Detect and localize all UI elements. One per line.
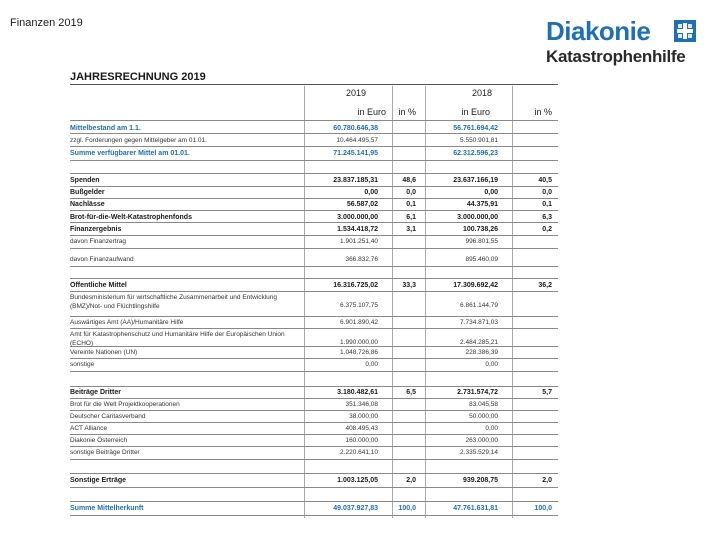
table-row	[70, 213, 558, 223]
row-divider	[70, 248, 558, 249]
value-2019-euro: 1.048.726,86	[340, 349, 378, 356]
value-2018-euro: 44.375,91	[466, 201, 498, 208]
value-2019-pct: 6,1	[406, 214, 416, 221]
value-2018-euro: 3.000.000,00	[457, 214, 498, 221]
value-2018-euro: 62.312.596,23	[453, 150, 498, 157]
table-heading: JAHRESRECHNUNG 2019	[70, 71, 206, 83]
value-2019-euro: 3.180.482,61	[337, 389, 378, 396]
value-2018-euro: 23.637.166,19	[453, 177, 498, 184]
value-2019-euro: 6.901.890,42	[340, 319, 378, 326]
row-label: zzgl. Forderungen gegen Mittelgeber am 01.01.	[70, 137, 207, 144]
value-2018-pct: 0,0	[542, 189, 552, 196]
value-2019-euro: 0,00	[365, 361, 378, 368]
table-row	[70, 225, 558, 235]
table-row	[70, 255, 558, 265]
logo-sub-text: Katastrophenhilfe	[546, 47, 686, 66]
value-2019-pct: 6,5	[406, 389, 416, 396]
row-label: Spenden	[70, 177, 100, 184]
table-row	[70, 348, 558, 358]
value-2019-euro: 3.000.000,00	[337, 214, 378, 221]
row-label: Diakonie Österreich	[70, 437, 128, 444]
row-divider	[70, 316, 558, 317]
row-divider	[70, 386, 558, 387]
value-2018-euro: 50.000,00	[469, 413, 498, 420]
table-row	[70, 504, 558, 514]
row-label: Bundesministerium für wirtschaftliche Zusammenarbeit und Entwicklung (BMZ)/Not- und Flüchtlingshilfe	[70, 294, 278, 310]
row-label: davon Finanzertrag	[70, 238, 127, 245]
table-row	[70, 400, 558, 410]
table-row	[70, 200, 558, 210]
row-divider	[70, 459, 558, 460]
value-2019-euro: 160.000,00	[345, 437, 378, 444]
value-2018-euro: 263.000,00	[465, 437, 498, 444]
value-2019-pct: 0,0	[406, 189, 416, 196]
row-label: Sonstige Erträge	[70, 477, 127, 484]
value-2019-euro: 1.003.125,05	[337, 477, 378, 484]
value-2019-euro: 1.534.418,72	[337, 226, 378, 233]
row-divider	[70, 501, 558, 502]
table-row	[70, 281, 558, 291]
logo-brand-text: Diakonie	[546, 16, 651, 46]
row-divider	[70, 266, 558, 267]
column-2018-unit-euro: in Euro	[461, 107, 490, 117]
row-divider	[70, 120, 558, 121]
page-title: Finanzen 2019	[10, 17, 83, 29]
table-row	[70, 124, 558, 134]
value-2018-euro: 5.550.901,81	[460, 137, 498, 144]
column-2019-unit-pct: in %	[398, 107, 416, 117]
row-label: sonstige	[70, 361, 95, 368]
row-label: Mittelbestand am 1.1.	[70, 125, 141, 132]
row-label: Deutscher Caritasverband	[70, 413, 146, 420]
value-2019-euro: 56.587,02	[346, 201, 378, 208]
row-label: Brot-für-die-Welt-Katastrophenfonds	[70, 214, 192, 221]
heading-divider	[70, 84, 558, 85]
row-divider	[70, 146, 558, 147]
row-label: Summe Mittelherkunft	[70, 505, 144, 512]
row-divider	[70, 186, 558, 187]
row-divider	[70, 198, 558, 199]
value-2018-pct: 40,5	[538, 177, 552, 184]
value-2018-euro: 47.761.631,81	[453, 505, 498, 512]
table-row	[70, 476, 558, 486]
value-2019-euro: 366.832,76	[345, 256, 378, 263]
table-row	[70, 388, 558, 398]
value-2019-euro: 0,00	[364, 189, 378, 196]
row-divider	[70, 487, 558, 488]
value-2019-euro: 408.495,43	[345, 425, 378, 432]
row-label: Vereinte Nationen (UN)	[70, 349, 138, 356]
row-divider	[70, 371, 558, 372]
table-row	[70, 424, 558, 434]
table-row	[70, 149, 558, 159]
value-2019-euro: 49.037.927,83	[333, 505, 378, 512]
diakonie-logo	[546, 16, 696, 67]
value-2019-euro: 60.780.646,38	[333, 125, 378, 132]
table-row	[70, 293, 558, 311]
value-2019-euro: 16.316.725,02	[333, 282, 378, 289]
row-divider	[70, 358, 558, 359]
table-row	[70, 448, 558, 458]
row-divider	[70, 278, 558, 279]
value-2018-pct: 100,0	[534, 505, 552, 512]
value-2019-euro: 1.990.000,00	[340, 339, 378, 346]
value-2018-euro: 7.734.871,03	[460, 319, 498, 326]
table-row	[70, 436, 558, 446]
value-2018-euro: 895.460,09	[465, 256, 498, 263]
value-2018-euro: 0,00	[485, 425, 498, 432]
value-2018-pct: 36,2	[538, 282, 552, 289]
value-2018-euro: 56.761.694,42	[453, 125, 498, 132]
table-row	[70, 136, 558, 146]
row-label: Auswärtiges Amt (AA)/Humanitäre Hilfe	[70, 319, 184, 326]
value-2019-euro: 1.901.251,40	[340, 238, 378, 245]
table-row	[70, 412, 558, 422]
row-label: Amt für Katastrophenschutz und Humanitäre Hilfe der Europäischen Union (ECHO)	[70, 331, 285, 347]
value-2018-pct: 6,3	[542, 214, 552, 221]
row-divider	[70, 515, 558, 516]
value-2018-pct: 2,0	[542, 477, 552, 484]
value-2018-euro: 2.731.574,72	[457, 389, 498, 396]
row-label: Beiträge Dritter	[70, 389, 121, 396]
row-divider	[70, 291, 558, 292]
value-2019-euro: 10.464.495,57	[336, 137, 378, 144]
row-label: ACT Alliance	[70, 425, 108, 432]
value-2018-euro: 0,00	[485, 361, 498, 368]
value-2018-euro: 100.738,26	[462, 226, 498, 233]
value-2019-euro: 71.245.141,95	[333, 150, 378, 157]
row-label: davon Finanzaufwand	[70, 256, 134, 263]
row-divider	[70, 410, 558, 411]
value-2018-euro: 2.335.529,14	[460, 449, 498, 456]
value-2018-pct: 5,7	[542, 389, 552, 396]
value-2019-pct: 2,0	[406, 477, 416, 484]
row-divider	[70, 422, 558, 423]
row-label: Nachlässe	[70, 201, 105, 208]
diakonie-cross-icon	[674, 20, 696, 42]
value-2019-euro: 351.346,08	[345, 401, 378, 408]
value-2018-euro: 83.045,58	[469, 401, 498, 408]
value-2018-euro: 6.861.144,79	[460, 302, 498, 309]
value-2019-euro: 38.000,00	[349, 413, 378, 420]
row-divider	[70, 328, 558, 329]
value-2019-pct: 48,6	[402, 177, 416, 184]
value-2018-euro: 17.309.692,42	[453, 282, 498, 289]
table-row	[70, 318, 558, 328]
value-2019-pct: 3,1	[406, 226, 416, 233]
row-divider	[70, 398, 558, 399]
row-divider	[70, 446, 558, 447]
row-label: sonstige Beiträge Dritter	[70, 449, 140, 456]
value-2019-pct: 33,3	[402, 282, 416, 289]
value-2018-euro: 228.386,39	[465, 349, 498, 356]
value-2019-euro: 2.220.641,10	[340, 449, 378, 456]
column-2019-unit-euro: in Euro	[357, 107, 386, 117]
column-year-2018: 2018	[471, 88, 493, 98]
value-2018-pct: 0,1	[542, 201, 552, 208]
row-label: Öffentliche Mittel	[70, 282, 127, 289]
value-2019-pct: 100,0	[398, 505, 416, 512]
value-2019-euro: 23.837.185,31	[333, 177, 378, 184]
row-divider	[70, 160, 558, 161]
table-row	[70, 176, 558, 186]
row-divider	[70, 434, 558, 435]
row-label: Finanzergebnis	[70, 226, 122, 233]
column-year-2019: 2019	[345, 88, 367, 98]
row-label: Summe verfügbarer Mittel am 01.01.	[70, 150, 190, 157]
row-label: Bußgelder	[70, 189, 105, 196]
value-2018-euro: 2.484.285,21	[460, 339, 498, 346]
row-label: Brot für die Welt Projektkooperationen	[70, 401, 180, 408]
row-divider	[70, 473, 558, 474]
value-2019-pct: 0,1	[406, 201, 416, 208]
column-2018-unit-pct: in %	[534, 107, 552, 117]
value-2018-euro: 939.208,75	[462, 477, 498, 484]
row-divider	[70, 210, 558, 211]
value-2018-euro: 996.801,55	[465, 238, 498, 245]
row-divider	[70, 173, 558, 174]
table-row	[70, 188, 558, 198]
table-row	[70, 360, 558, 370]
value-2018-euro: 0,00	[484, 189, 498, 196]
value-2018-pct: 0,2	[542, 226, 552, 233]
row-divider	[70, 235, 558, 236]
value-2019-euro: 6.375.107,75	[340, 302, 378, 309]
table-row	[70, 237, 558, 247]
table-row	[70, 330, 558, 348]
